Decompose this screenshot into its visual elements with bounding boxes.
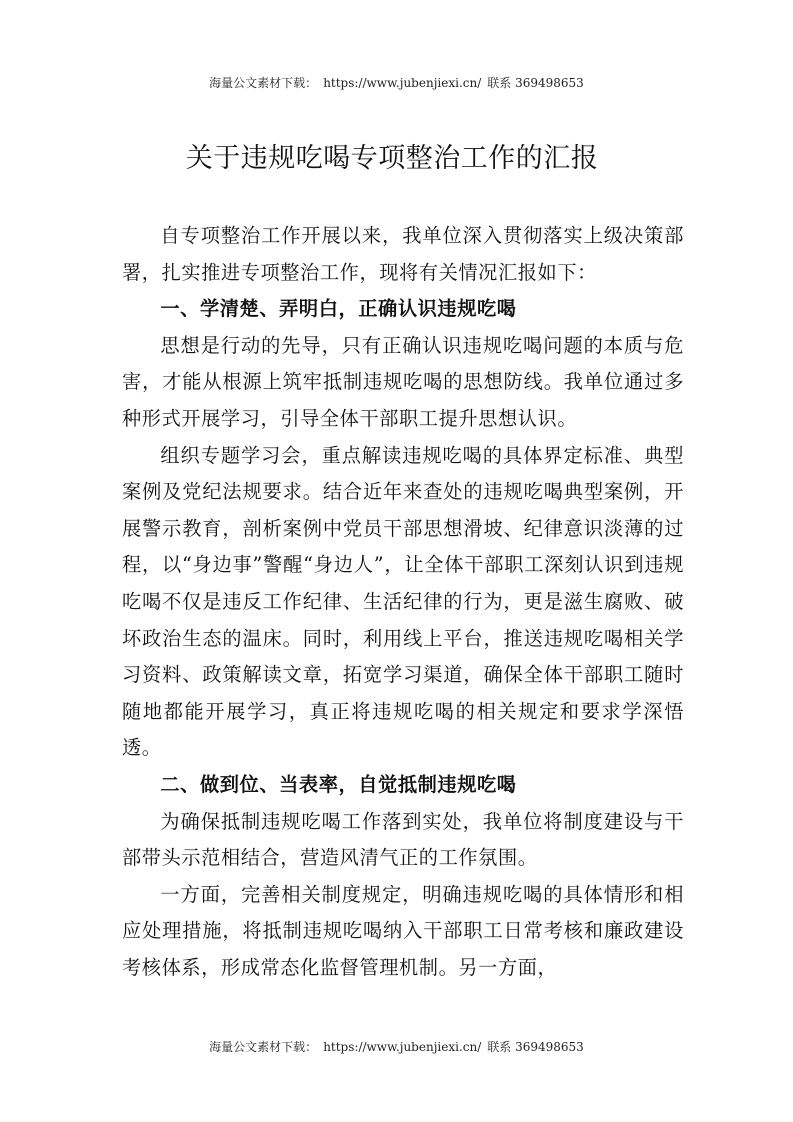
- header-url[interactable]: https://www.jubenjiexi.cn/: [323, 76, 482, 90]
- section-1-paragraph-2: 组织专题学习会，重点解读违规吃喝的具体界定标准、典型案例及党纪法规要求。结合近年来查处的违规吃喝典型案例，开展警示教育，剖析案例中党员干部思想滑坡、纪律意识淡薄的过程，以“身边事”警醒“身边人”，让全体干部职工深刻认识到违规吃喝不仅是违反工作纪律、生活纪律的行为，更是滋生腐败、破坏政治生态的温床。同时，利用线上平台，推送违规吃喝相关学习资料、政策解读文章，拓宽学习渠道，确保全体干部职工随时随地都能开展学习，真正将违规吃喝的相关规定和要求学深悟透。: [122, 443, 684, 760]
- header-label: 海量公文素材下载：: [209, 76, 318, 90]
- page-footer: [0, 1038, 793, 1055]
- section-2-paragraph-1: 为确保抵制违规吃喝工作落到实处，我单位将制度建设与干部带头示范相结合，营造风清气正的工作氛围。: [122, 809, 684, 870]
- intro-paragraph: 自专项整治工作开展以来，我单位深入贯彻落实上级决策部署，扎实推进专项整治工作，现将有关情况汇报如下：: [122, 224, 684, 284]
- section-heading-1: 一、学清楚、弄明白，正确认识违规吃喝: [160, 297, 517, 321]
- header-contact: 联系 369498653: [487, 76, 584, 90]
- footer-url[interactable]: https://www.jubenjiexi.cn/: [323, 1040, 482, 1054]
- document-body: [122, 218, 684, 986]
- section-1-paragraph-1: 思想是行动的先导，只有正确认识违规吃喝问题的本质与危害，才能从根源上筑牢抵制违规吃喝的思想防线。我单位通过多种形式开展学习，引导全体干部职工提升思想认识。: [122, 333, 684, 430]
- section-heading-2: 二、做到位、当表率，自觉抵制违规吃喝: [160, 772, 517, 796]
- document-title: 关于违规吃喝专项整治工作的汇报: [185, 143, 599, 174]
- section-2-paragraph-2: 一方面，完善相关制度规定，明确违规吃喝的具体情形和相应处理措施，将抵制违规吃喝纳入干部职工日常考核和廉政建设考核体系，形成常态化监督管理机制。另一方面，: [122, 882, 684, 979]
- footer-contact: 联系 369498653: [487, 1040, 584, 1054]
- footer-label: 海量公文素材下载：: [209, 1040, 318, 1054]
- page-header: [0, 74, 793, 91]
